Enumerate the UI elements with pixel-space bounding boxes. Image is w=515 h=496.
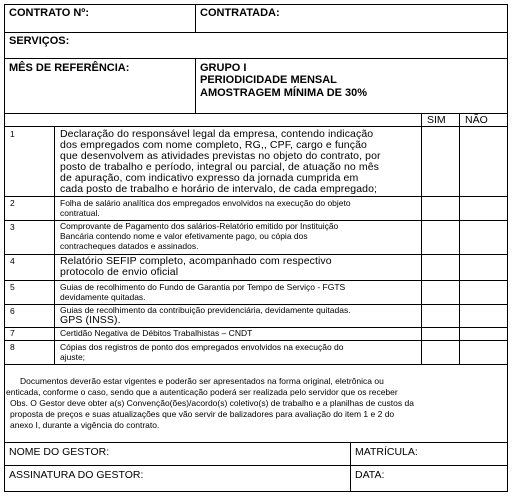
- contrato-label: CONTRATO Nº:: [9, 7, 89, 19]
- item-number: 8: [10, 342, 15, 352]
- item-text-line: Folha de salário analítica dos empregados envolvidos na execução do objeto: [60, 198, 351, 208]
- note-line: anexo I, durante a vigência do contrato.: [10, 420, 160, 430]
- item-text-line: Guias de recolhimento da contribuição previdenciária, devidamente quitadas.: [60, 305, 351, 315]
- row-divider: [4, 58, 508, 59]
- col-divider: [459, 113, 460, 364]
- row-divider: [4, 126, 508, 127]
- row-divider: [4, 364, 508, 365]
- item-text-line: Bancária contendo nome e valor efetivamente pago, ou cópia dos: [60, 231, 308, 241]
- col-divider: [54, 126, 55, 364]
- servicos-label: SERVIÇOS:: [9, 35, 70, 47]
- col-divider: [195, 4, 196, 32]
- item-text-line: protocolo de envio oficial: [60, 266, 179, 278]
- item-text-line: de apuração, com indicativo expresso da jornada cumprida em: [60, 172, 359, 184]
- item-number: 3: [10, 222, 15, 232]
- grupo-line: PERIODICIDADE MENSAL: [200, 74, 337, 86]
- item-text-line: ajuste;: [60, 352, 86, 362]
- nome-gestor-label: NOME DO GESTOR:: [9, 446, 110, 458]
- item-text-line: Comprovante de Pagamento dos salários-Relatório emitido por Instituição: [60, 221, 339, 231]
- item-text-line: dos empregados com nome completo, RG,, CPF, cargo e função: [60, 139, 367, 151]
- note-line: enticada, conforme o caso, sendo que a autenticação poderá ser realizada pelo servidor que os receber: [6, 387, 398, 397]
- item-text-line: Certidão Negativa de Débitos Trabalhistas – CNDT: [60, 328, 253, 338]
- item-text-line: Declaração do responsável legal da empresa, contendo indicação: [60, 128, 374, 140]
- row-divider: [4, 196, 508, 197]
- col-divider: [350, 442, 351, 492]
- item-text-line: que desenvolvem as atividades previstas no objeto do contrato, por: [60, 150, 381, 162]
- note-line: Documentos deverão estar vigentes e poderão ser apresentados na forma original, eletrônica ou: [20, 376, 384, 386]
- item-number: 6: [10, 306, 15, 316]
- item-text-line: GPS (INSS).: [60, 314, 121, 326]
- note-line: proposta de preços e suas atualizações que vão servir de balizadores para avaliação do item 1 e 2 do: [10, 409, 395, 419]
- item-number: 1: [10, 129, 15, 139]
- col-divider: [195, 58, 196, 113]
- row-divider: [4, 442, 508, 443]
- item-text-line: Relatório SEFIP completo, acompanhado com respectivo: [60, 255, 332, 267]
- item-text-line: posto de trabalho e período, integral ou parcial, de atuação no mês: [60, 161, 379, 173]
- assinatura-gestor-label: ASSINATURA DO GESTOR:: [9, 469, 144, 481]
- item-number: 2: [10, 198, 15, 208]
- item-text-line: devidamente quitadas.: [60, 292, 146, 302]
- mes-referencia-label: MÊS DE REFERÊNCIA:: [9, 62, 130, 74]
- item-text-line: contratual.: [60, 208, 100, 218]
- data-label: DATA:: [355, 469, 385, 481]
- item-text-line: cada posto de trabalho e horário de intervalo, de cada empregado;: [60, 183, 378, 195]
- sim-column-header: SIM: [427, 114, 446, 126]
- col-divider: [421, 113, 422, 364]
- row-divider: [4, 32, 508, 33]
- row-divider: [4, 465, 508, 466]
- contratada-label: CONTRATADA:: [200, 7, 280, 19]
- grupo-line: GRUPO I: [200, 62, 247, 74]
- nao-column-header: NÃO: [465, 114, 488, 126]
- item-text-line: contracheques datados e assinados.: [60, 241, 199, 251]
- note-line: Obs. O Gestor deve obter a(s) Convenção(ões)/acordo(s) coletivo(s) de trabalho e a planilhas de custos da: [10, 398, 414, 408]
- row-divider: [4, 280, 508, 281]
- matricula-label: MATRÍCULA:: [355, 446, 418, 458]
- row-divider: [4, 340, 508, 341]
- item-text-line: Guias de recolhimento do Fundo de Garantia por Tempo de Serviço - FGTS: [60, 282, 346, 292]
- item-text-line: Cópias dos registros de ponto dos empregados envolvidos na execução do: [60, 342, 344, 352]
- item-number: 5: [10, 282, 15, 292]
- item-number: 4: [10, 256, 15, 266]
- item-number: 7: [10, 328, 15, 338]
- grupo-line: AMOSTRAGEM MÍNIMA DE 30%: [200, 87, 368, 99]
